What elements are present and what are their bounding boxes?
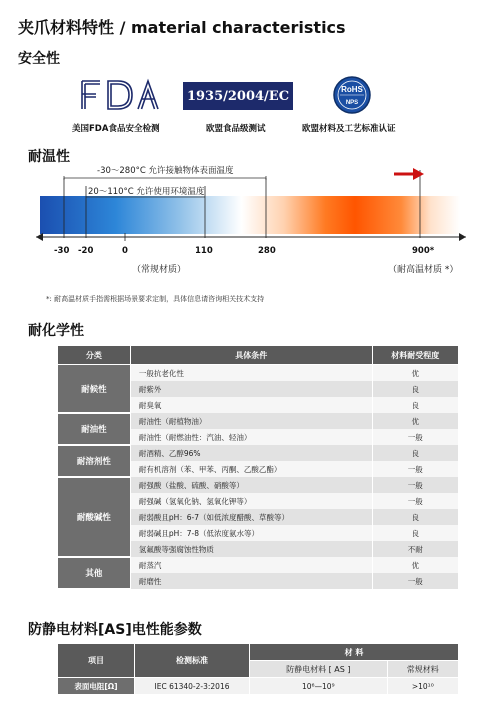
ec-caption: 欧盟食品级测试: [206, 124, 266, 134]
table-row: [58, 678, 459, 695]
rohs-logo-sub: NPS: [345, 100, 359, 106]
result-cell: 良: [372, 397, 458, 413]
temperature-heading: 耐温性: [28, 149, 70, 165]
inner-range-label: 20～110°C 允许使用环境温度: [88, 187, 205, 197]
header-category: 分类: [58, 346, 131, 365]
header-standard: 检测标准: [135, 644, 250, 678]
header-normal-material: 常规材料: [387, 661, 458, 678]
condition-cell: 耐弱酸且pH：6-7（如低浓度醋酸、草酸等）: [130, 509, 372, 525]
condition-cell: 氢氟酸等强腐蚀性物质: [130, 541, 372, 557]
condition-cell: 耐强酸（盐酸、硫酸、硝酸等）: [130, 477, 372, 493]
condition-cell: 耐强碱（氢氧化钠、氢氧化钾等）: [130, 493, 372, 509]
condition-cell: 耐油性（耐植物油）: [130, 413, 372, 429]
outer-range-label: -30～280°C 允许接触物体表面温度: [97, 166, 234, 176]
result-cell: 良: [372, 445, 458, 461]
tick-label: 280: [258, 246, 276, 256]
table-row: [58, 365, 459, 382]
temperature-scale: [0, 0, 501, 260]
header-as-material: 防静电材料 [ AS ]: [250, 661, 388, 678]
result-cell: 一般: [372, 477, 458, 493]
result-cell: 不耐: [372, 541, 458, 557]
condition-cell: 耐紫外: [130, 381, 372, 397]
header-condition: 具体条件: [130, 346, 372, 365]
category-cell: 其他: [58, 557, 131, 589]
condition-cell: 耐蒸汽: [130, 557, 372, 573]
condition-cell: 耐磨性: [130, 573, 372, 589]
rohs-caption: 欧盟材料及工艺标准认证: [302, 124, 396, 134]
condition-cell: 耐臭氧: [130, 397, 372, 413]
result-cell: 优: [372, 557, 458, 573]
result-cell: 一般: [372, 461, 458, 477]
header-tolerance: 材料耐受程度: [372, 346, 458, 365]
result-cell: 良: [372, 509, 458, 525]
item-cell: 表面电阻[Ω]: [58, 678, 135, 695]
standard-cell: IEC 61340-2-3:2016: [135, 678, 250, 695]
rohs-logo-text: RoHS: [341, 85, 363, 94]
header-material: 材 料: [250, 644, 459, 661]
result-cell: 良: [372, 525, 458, 541]
chemical-resistance-table: [57, 345, 459, 590]
category-cell: 耐候性: [58, 365, 131, 414]
antistatic-table: [57, 643, 459, 695]
fda-caption: 美国FDA食品安全检测: [72, 124, 160, 134]
result-cell: 一般: [372, 493, 458, 509]
high-temp-material-label: （耐高温材质 *）: [388, 265, 459, 275]
category-cell: 耐油性: [58, 413, 131, 445]
standard-material-label: （常规材质）: [132, 265, 187, 275]
normal-value-cell: >10¹⁰: [387, 678, 458, 695]
table-row: [58, 557, 459, 573]
result-cell: 优: [372, 365, 458, 382]
red-arrow-icon: [413, 168, 424, 180]
table-row: [58, 445, 459, 461]
page-title: 夹爪材料特性 / material characteristics: [18, 18, 346, 37]
category-cell: 耐酸碱性: [58, 477, 131, 557]
condition-cell: 一般抗老化性: [130, 365, 372, 382]
tick-label: -20: [78, 246, 94, 256]
result-cell: 一般: [372, 429, 458, 445]
safety-heading: 安全性: [18, 51, 60, 67]
as-value-cell: 10⁶—10⁹: [250, 678, 388, 695]
condition-cell: 耐有机溶剂（苯、甲苯、丙酮、乙酸乙酯）: [130, 461, 372, 477]
tick-label: 0: [122, 246, 128, 256]
result-cell: 优: [372, 413, 458, 429]
table-row: [58, 413, 459, 429]
header-item: 项目: [58, 644, 135, 678]
ec-logo-icon: 1935/2004/EC: [183, 82, 293, 110]
condition-cell: 耐油性（耐燃油性：汽油、轻油）: [130, 429, 372, 445]
condition-cell: 耐弱碱且pH：7-8（低浓度氨水等）: [130, 525, 372, 541]
tick-label: 110: [195, 246, 213, 256]
category-cell: 耐溶剂性: [58, 445, 131, 477]
table-row: [58, 477, 459, 493]
temperature-note: *: 耐高温材质手指需根据场景要求定制，具体信息请咨询相关技术支持: [46, 295, 265, 303]
antistatic-heading: 防静电材料[AS]电性能参数: [28, 622, 202, 638]
table-header-row: [58, 644, 459, 661]
result-cell: 良: [372, 381, 458, 397]
tick-label: 900*: [412, 246, 435, 256]
tick-label: -30: [54, 246, 70, 256]
chemical-heading: 耐化学性: [28, 323, 84, 339]
condition-cell: 耐酒精、乙醇96%: [130, 445, 372, 461]
result-cell: 一般: [372, 573, 458, 589]
table-header-row: [58, 346, 459, 365]
